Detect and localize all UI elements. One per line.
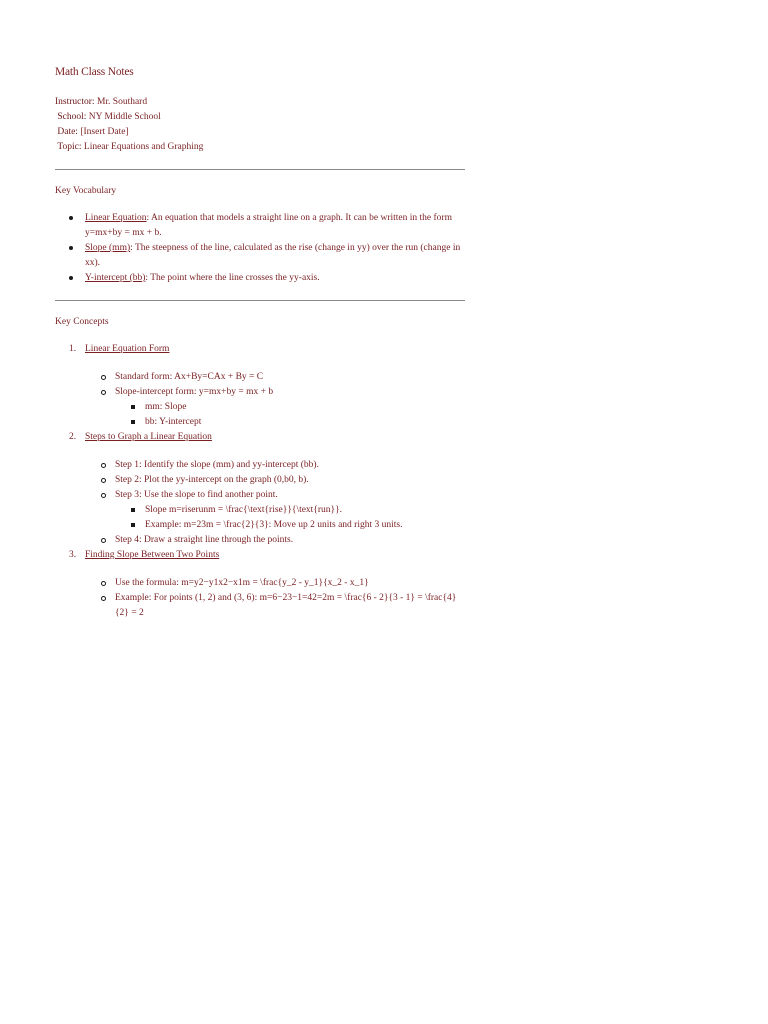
divider <box>55 300 465 301</box>
list-item <box>115 415 465 430</box>
concepts-list <box>55 342 465 621</box>
list-item-text: mm: Slope <box>145 402 187 412</box>
list-item-text: Step 1: Identify the slope (mm) and yy-intercept (bb). <box>115 460 319 470</box>
meta-school <box>55 110 465 125</box>
concept-heading: Finding Slope Between Two Points <box>85 550 220 560</box>
list-item-text: Use the formula: m=y2−y1x2−x1m = \frac{y_2 - y_1}{x_2 - x_1} <box>115 578 369 588</box>
meta-value: NY Middle School <box>88 112 161 122</box>
square-bullet-icon <box>131 523 135 527</box>
meta-key: School: <box>57 112 87 122</box>
list-item-text: Slope m=riserunm = \frac{\text{rise}}{\text{run}}. <box>145 505 343 515</box>
meta-key: Topic: <box>57 142 82 152</box>
concept-subsublist <box>115 400 465 430</box>
list-item <box>85 385 465 430</box>
list-item <box>115 518 465 533</box>
circle-bullet-icon <box>101 581 106 586</box>
circle-bullet-icon <box>101 538 106 543</box>
list-item <box>85 591 465 621</box>
list-item <box>55 241 465 271</box>
meta-date <box>55 125 465 140</box>
circle-bullet-icon <box>101 390 106 395</box>
vocab-term: Y-intercept (bb) <box>85 273 146 283</box>
notes-page <box>55 66 465 621</box>
meta-block <box>55 95 465 155</box>
list-item <box>85 533 465 548</box>
circle-bullet-icon <box>101 375 106 380</box>
list-item <box>85 576 465 591</box>
concept-sublist <box>85 458 465 548</box>
concept-number: 2. <box>69 432 77 442</box>
concept-sublist <box>85 370 465 430</box>
meta-key: Date: <box>57 127 78 137</box>
circle-bullet-icon <box>101 493 106 498</box>
meta-topic <box>55 140 465 155</box>
vocab-title: Key Vocabulary <box>55 186 117 196</box>
list-item <box>115 400 465 415</box>
vocab-definition: : The steepness of the line, calculated as the rise (change in yy) over the run (change in xx). <box>85 243 461 268</box>
list-item <box>85 370 465 385</box>
meta-value: [Insert Date] <box>80 127 129 137</box>
list-item-text: Step 2: Plot the yy-intercept on the graph (0,b0, b). <box>115 475 309 485</box>
list-item-text: Step 3: Use the slope to find another point. <box>115 490 278 500</box>
concept-item <box>55 548 465 621</box>
bullet-icon <box>69 246 73 250</box>
list-item-text: bb: Y-intercept <box>145 417 202 427</box>
divider <box>55 169 465 170</box>
list-item-text: Standard form: Ax+By=CAx + By = C <box>115 372 264 382</box>
meta-value: Mr. Southard <box>96 97 148 107</box>
list-item-text: Step 4: Draw a straight line through the points. <box>115 535 294 545</box>
vocab-list <box>55 211 465 286</box>
vocab-definition: : An equation that models a straight line on a graph. It can be written in the form y=mx+by = mx + b. <box>85 213 452 238</box>
list-item <box>55 211 465 241</box>
concepts-title: Key Concepts <box>55 317 109 327</box>
list-item <box>85 458 465 473</box>
circle-bullet-icon <box>101 596 106 601</box>
list-item-text: Slope-intercept form: y=mx+by = mx + b <box>115 387 274 397</box>
circle-bullet-icon <box>101 478 106 483</box>
list-item <box>85 488 465 533</box>
square-bullet-icon <box>131 420 135 424</box>
concept-item <box>55 430 465 548</box>
concept-heading: Steps to Graph a Linear Equation <box>85 432 212 442</box>
concept-subsublist <box>115 503 465 533</box>
square-bullet-icon <box>131 508 135 512</box>
concept-item <box>55 342 465 430</box>
concept-number: 3. <box>69 550 77 560</box>
meta-value: Linear Equations and Graphing <box>83 142 204 152</box>
concept-number: 1. <box>69 344 77 354</box>
list-item <box>115 503 465 518</box>
vocab-definition: : The point where the line crosses the yy-axis. <box>145 273 320 283</box>
meta-instructor <box>55 95 465 110</box>
list-item <box>55 271 465 286</box>
circle-bullet-icon <box>101 463 106 468</box>
vocab-term: Slope (mm) <box>85 243 131 253</box>
bullet-icon <box>69 276 73 280</box>
list-item-text: Example: For points (1, 2) and (3, 6): m=6−23−1=42=2m = \frac{6 - 2}{3 - 1} = \frac{4}{2} = 2 <box>115 593 457 618</box>
list-item <box>85 473 465 488</box>
square-bullet-icon <box>131 405 135 409</box>
concept-sublist <box>85 576 465 621</box>
vocab-term: Linear Equation <box>85 213 147 223</box>
list-item-text: Example: m=23m = \frac{2}{3}: Move up 2 units and right 3 units. <box>145 520 403 530</box>
concept-heading: Linear Equation Form <box>85 344 170 354</box>
document-title: Math Class Notes <box>55 66 134 78</box>
bullet-icon <box>69 216 73 220</box>
meta-key: Instructor: <box>55 97 95 107</box>
